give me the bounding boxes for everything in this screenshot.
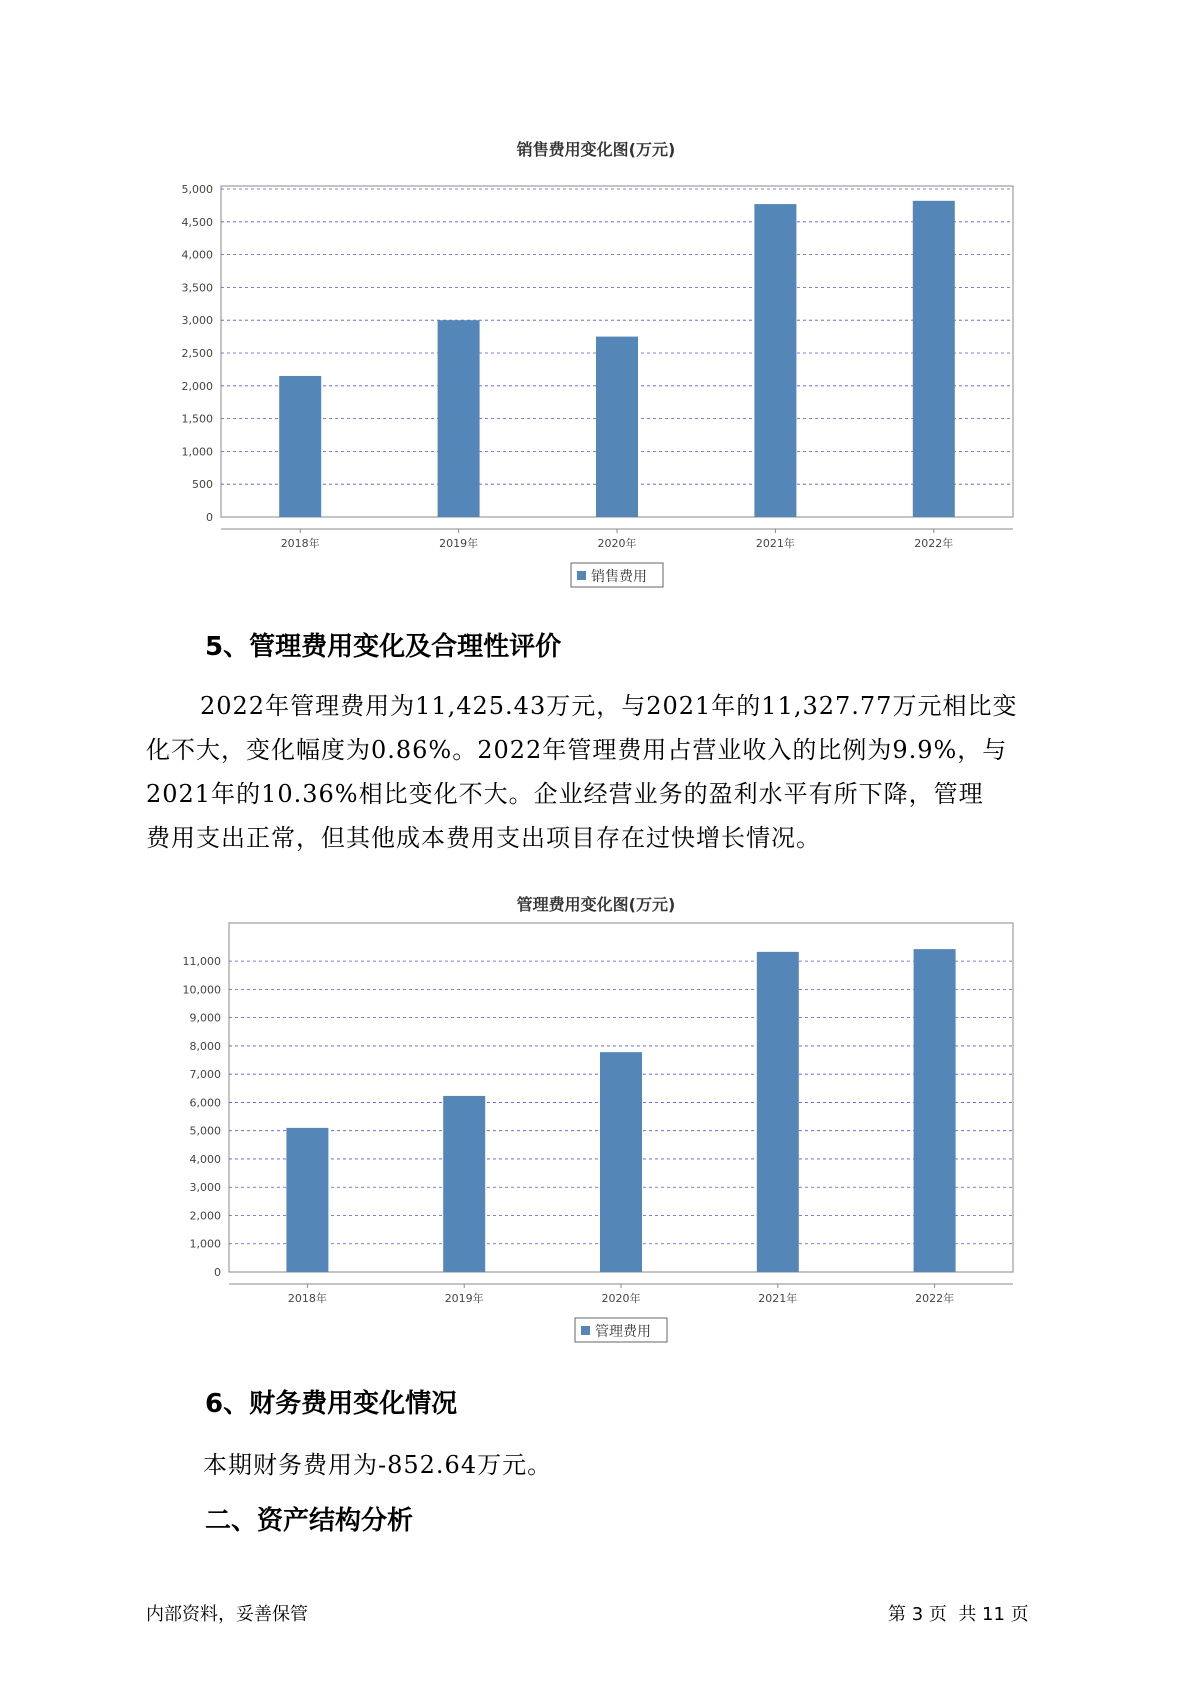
bar	[600, 1052, 642, 1272]
legend-swatch	[581, 1326, 590, 1335]
y-tick-label: 4,000	[189, 1152, 221, 1166]
y-tick-label: 5,000	[189, 1124, 221, 1138]
bar	[757, 952, 799, 1272]
y-tick-label: 2,500	[181, 347, 213, 360]
y-tick-label: 0	[206, 511, 213, 524]
bar	[286, 1128, 328, 1272]
x-tick-label: 2019年	[444, 1292, 484, 1305]
chart-title: 销售费用变化图(万元)	[516, 140, 676, 159]
bar	[443, 1096, 485, 1272]
y-tick-label: 4,000	[181, 248, 213, 262]
section-5-line-4: 费用支出正常，但其他成本费用支出项目存在过快增长情况。	[146, 824, 821, 852]
chart-body	[183, 923, 1014, 1342]
x-tick-label: 2021年	[758, 1292, 798, 1305]
y-tick-label: 3,000	[181, 314, 213, 328]
section-5-line-2: 化不大，变化幅度为0.86%。2022年管理费用占营业收入的比例为9.9%，与	[146, 736, 1008, 764]
x-tick-label: 2018年	[287, 1292, 327, 1305]
section-5-line-1: 2022年管理费用为11,425.43万元，与2021年的11,327.77万元相比变	[200, 692, 1018, 720]
section-two-heading: 二、资产结构分析	[205, 1506, 414, 1536]
section-5-line-3: 2021年的10.36%相比变化不大。企业经营业务的盈利水平有所下降，管理	[146, 780, 984, 808]
y-tick-label: 2,000	[189, 1209, 221, 1223]
y-tick-label: 9,000	[189, 1011, 221, 1025]
x-tick-label: 2019年	[439, 537, 479, 550]
footer-left: 内部资料，妥善保管	[146, 1604, 308, 1625]
y-tick-label: 10,000	[182, 983, 221, 997]
y-tick-label: 3,000	[189, 1181, 221, 1195]
y-tick-label: 1,000	[181, 445, 213, 459]
y-tick-label: 4,500	[181, 215, 213, 229]
x-tick-label: 2020年	[597, 537, 637, 550]
bar	[914, 949, 956, 1272]
footer-right: 第 3 页 共 11 页	[888, 1604, 1029, 1625]
y-tick-label: 6,000	[189, 1096, 221, 1110]
y-tick-label: 1,500	[181, 412, 213, 426]
y-tick-label: 1,000	[189, 1237, 221, 1251]
x-tick-label: 2020年	[601, 1292, 641, 1305]
y-tick-label: 500	[192, 478, 213, 492]
y-tick-label: 3,500	[181, 281, 213, 295]
y-tick-label: 2,000	[181, 379, 213, 393]
section-6-heading: 6、财务费用变化情况	[205, 1389, 458, 1419]
y-tick-label: 7,000	[189, 1068, 221, 1082]
legend-label: 管理费用	[595, 1324, 651, 1340]
section-6-text: 本期财务费用为-852.64万元。	[203, 1451, 553, 1479]
y-tick-label: 8,000	[189, 1039, 221, 1053]
y-tick-label: 0	[214, 1266, 221, 1279]
x-tick-label: 2022年	[915, 1292, 955, 1305]
x-tick-label: 2021年	[755, 537, 795, 550]
chart-title: 管理费用变化图(万元)	[516, 895, 676, 914]
y-tick-label: 5,000	[181, 183, 213, 196]
legend-label: 销售费用	[591, 569, 647, 585]
x-tick-label: 2022年	[914, 537, 954, 550]
x-tick-label: 2018年	[280, 537, 320, 550]
section-5-heading: 5、管理费用变化及合理性评价	[205, 632, 562, 662]
y-tick-label: 11,000	[182, 955, 221, 969]
